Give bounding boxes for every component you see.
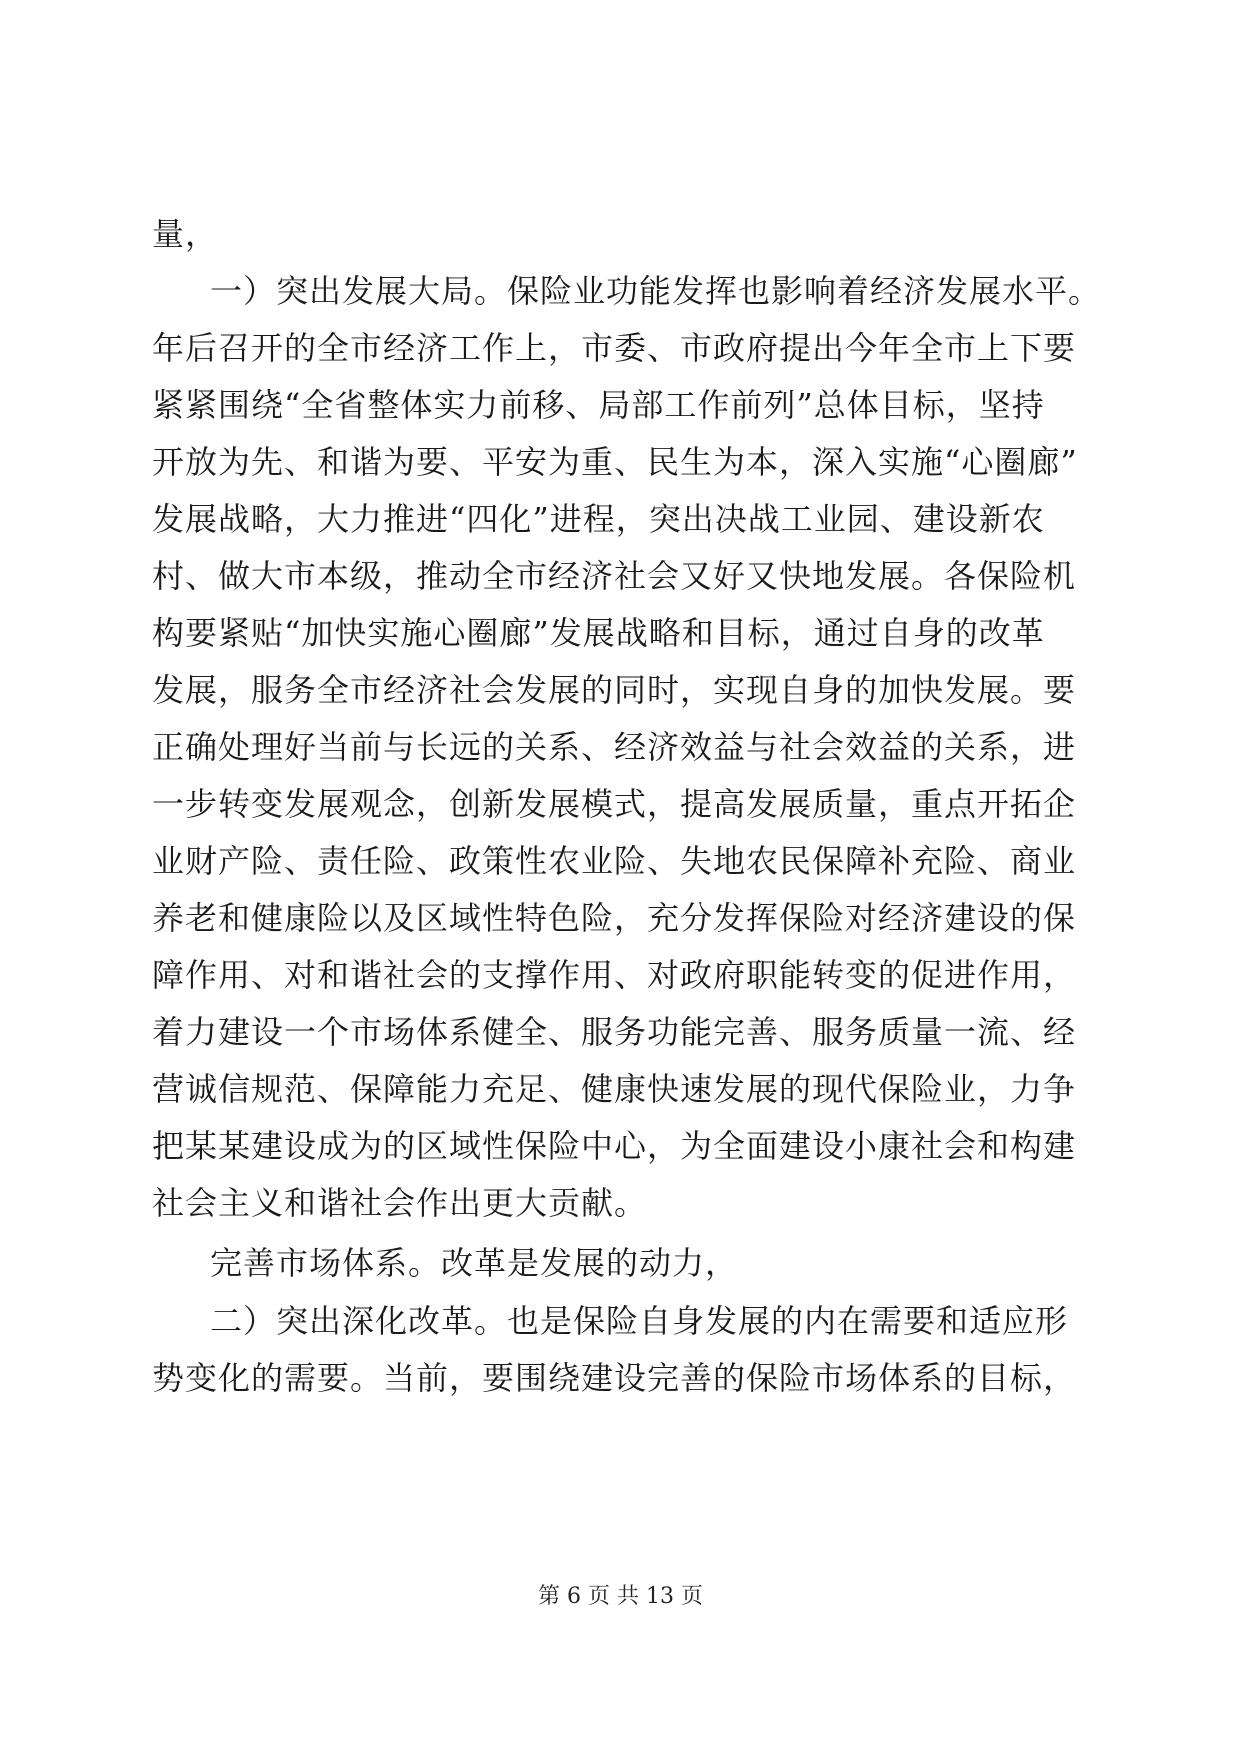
text-line-1: 量， — [152, 215, 219, 253]
text-line-7: 村、做大市本级，推动全市经济社会又好又快地发展。各保险机 — [152, 557, 1077, 595]
text-line-14: 障作用、对和谐社会的支撑作用、对政府职能转变的促进作用， — [152, 956, 1077, 994]
text-line-3: 年后召开的全市经济工作上，市委、市政府提出今年全市上下要 — [152, 329, 1077, 367]
text-line-9: 发展，服务全市经济社会发展的同时，实现自身的加快发展。要 — [152, 671, 1077, 709]
text-line-18: 社会主义和谐社会作出更大贡献。 — [152, 1184, 648, 1222]
text-line-2: 一）突出发展大局。保险业功能发挥也影响着经济发展水平。 — [210, 272, 1102, 310]
text-line-19: 完善市场体系。改革是发展的动力， — [210, 1244, 739, 1282]
text-line-15: 着力建设一个市场体系健全、服务功能完善、服务质量一流、经 — [152, 1013, 1077, 1051]
page-number-footer: 第 6 页 共 13 页 — [538, 1584, 703, 1609]
text-line-11: 一步转变发展观念，创新发展模式，提高发展质量，重点开拓企 — [152, 785, 1077, 823]
text-line-20: 二）突出深化改革。也是保险自身发展的内在需要和适应形 — [210, 1302, 1069, 1340]
text-line-8: 构要紧贴“加快实施心圈廊”发展战略和目标，通过自身的改革 — [152, 614, 1045, 652]
text-line-21: 势变化的需要。当前，要围绕建设完善的保险市场体系的目标， — [152, 1359, 1077, 1397]
text-line-4: 紧紧围绕“全省整体实力前移、局部工作前列”总体目标，坚持 — [152, 386, 1045, 424]
text-line-16: 营诚信规范、保障能力充足、健康快速发展的现代保险业，力争 — [152, 1070, 1077, 1108]
text-line-17: 把某某建设成为的区域性保险中心，为全面建设小康社会和构建 — [152, 1127, 1077, 1165]
text-line-10: 正确处理好当前与长远的关系、经济效益与社会效益的关系，进 — [152, 728, 1077, 766]
text-line-12: 业财产险、责任险、政策性农业险、失地农民保障补充险、商业 — [152, 842, 1077, 880]
text-line-5: 开放为先、和谐为要、平安为重、民生为本，深入实施“心圈廊” — [152, 443, 1078, 481]
text-line-13: 养老和健康险以及区域性特色险，充分发挥保险对经济建设的保 — [152, 899, 1077, 937]
text-line-6: 发展战略，大力推进“四化”进程，突出决战工业园、建设新农 — [152, 500, 1045, 538]
